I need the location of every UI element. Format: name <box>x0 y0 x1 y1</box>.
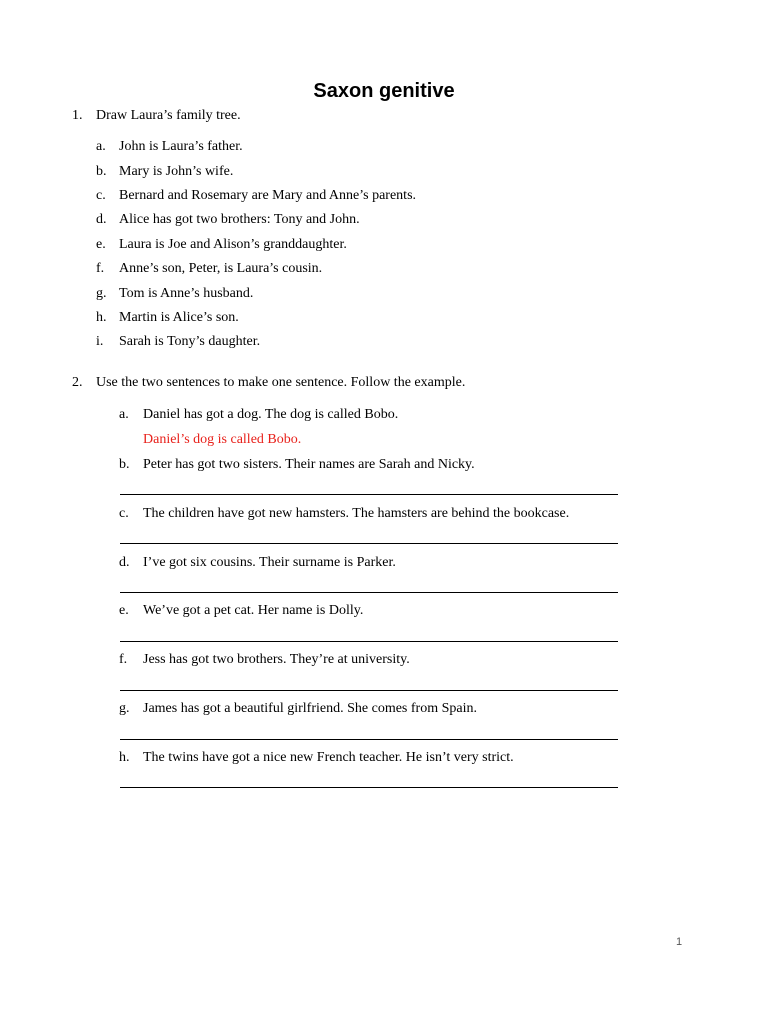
q1-number: 1. <box>72 108 83 123</box>
q1-item-text: Bernard and Rosemary are Mary and Anne’s parents. <box>119 188 417 203</box>
q2-item-letter: h. <box>119 750 130 765</box>
q2-item-text: The children have got new hamsters. The hamsters are behind the bookcase. <box>143 506 570 521</box>
q1-item-letter: a. <box>96 139 106 154</box>
q2-item-letter: d. <box>119 555 130 570</box>
answer-line[interactable] <box>120 641 618 642</box>
q2-item-letter: b. <box>119 457 130 472</box>
q1-item-letter: c. <box>96 188 106 203</box>
q1-instruction: Draw Laura’s family tree. <box>96 108 241 123</box>
page-number: 1 <box>676 936 683 948</box>
q1-item-letter: g. <box>96 286 107 301</box>
q2-example-answer: Daniel’s dog is called Bobo. <box>143 432 302 447</box>
q2-item-letter: c. <box>119 506 129 521</box>
q1-item-letter: e. <box>96 237 106 252</box>
q2-item-text: Jess has got two brothers. They’re at university. <box>143 652 410 667</box>
q1-item-text: Sarah is Tony’s daughter. <box>119 334 261 349</box>
q1-item-text: Anne’s son, Peter, is Laura’s cousin. <box>119 261 323 276</box>
q2-item-text: I’ve got six cousins. Their surname is Parker. <box>143 555 396 570</box>
q2-example-text: Daniel has got a dog. The dog is called Bobo. <box>143 407 399 422</box>
q1-item-letter: i. <box>96 334 104 349</box>
q1-item-text: John is Laura’s father. <box>119 139 243 154</box>
q1-item-letter: b. <box>96 164 107 179</box>
q1-item-letter: f. <box>96 261 105 276</box>
q2-instruction: Use the two sentences to make one sentence. Follow the example. <box>96 375 466 390</box>
q2-item-letter: g. <box>119 701 130 716</box>
answer-line[interactable] <box>120 592 618 593</box>
q2-item-text: Peter has got two sisters. Their names are Sarah and Nicky. <box>143 457 475 472</box>
q2-item-text: The twins have got a nice new French teacher. He isn’t very strict. <box>143 750 514 765</box>
answer-line[interactable] <box>120 787 618 788</box>
answer-line[interactable] <box>120 494 618 495</box>
q1-item-text: Laura is Joe and Alison’s granddaughter. <box>119 237 347 252</box>
q1-item-text: Mary is John’s wife. <box>119 164 234 179</box>
answer-line[interactable] <box>120 543 618 544</box>
q2-item-letter: e. <box>119 603 129 618</box>
q2-item-letter: f. <box>119 652 128 667</box>
answer-line[interactable] <box>120 690 618 691</box>
q1-item-letter: h. <box>96 310 107 325</box>
q1-item-text: Alice has got two brothers: Tony and John. <box>119 212 360 227</box>
q1-item-letter: d. <box>96 212 107 227</box>
q1-item-text: Martin is Alice’s son. <box>119 310 239 325</box>
q2-example-letter: a. <box>119 407 129 422</box>
q2-item-text: James has got a beautiful girlfriend. She comes from Spain. <box>143 701 477 716</box>
q1-item-text: Tom is Anne’s husband. <box>119 286 254 301</box>
page-title: Saxon genitive <box>313 80 455 102</box>
q2-item-text: We’ve got a pet cat. Her name is Dolly. <box>143 603 364 618</box>
q2-number: 2. <box>72 375 83 390</box>
answer-line[interactable] <box>120 739 618 740</box>
